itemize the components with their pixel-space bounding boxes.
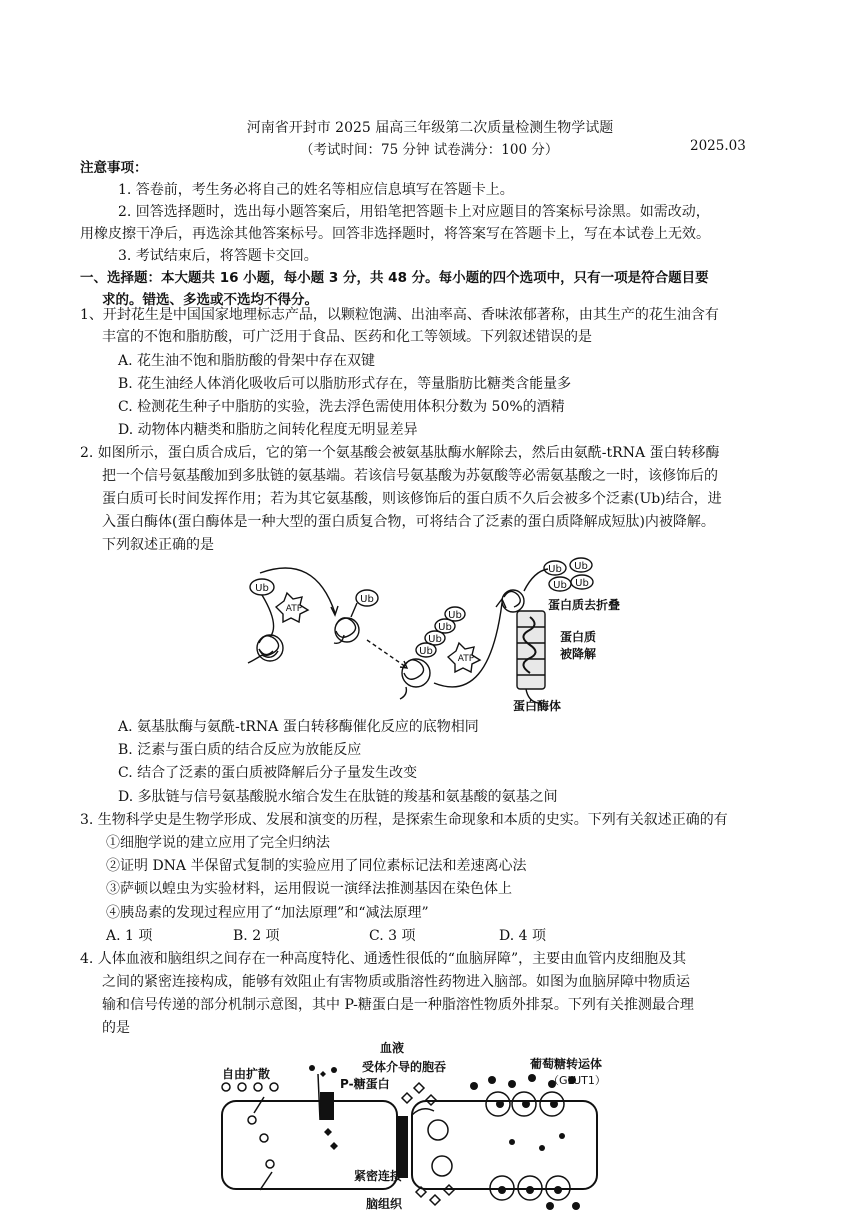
protein-unfolding xyxy=(502,590,524,612)
protein-blob-1 xyxy=(248,635,283,663)
ub-label-2: Ub xyxy=(360,594,374,605)
q1-option-c: C. 检测花生种子中脂肪的实验，洗去浮色需使用体积分数为 50%的酒精 xyxy=(118,399,565,415)
vesicle-2 xyxy=(432,1156,452,1176)
protein-blob-3 xyxy=(400,659,430,699)
dashed-arrow xyxy=(367,640,406,667)
q2-stem-line-1: 2. 如图所示，蛋白质合成后，它的第一个氨基酸会被氨基肽酶水解除去，然后由氨酰-tRNA 蛋白转移酶 xyxy=(80,445,720,461)
label-proteasome: 蛋白酶体 xyxy=(513,699,562,713)
ub-label-8: Ub xyxy=(574,561,588,572)
label-brain-tissue: 脑组织 xyxy=(366,1197,403,1211)
ub-label-1: Ub xyxy=(255,583,269,594)
section-1-heading-line-2: 求的。错选、多选或不选均不得分。 xyxy=(102,292,318,308)
ub-label-10: Ub xyxy=(575,578,589,589)
q3-statement-1: ①细胞学说的建立应用了完全归纳法 xyxy=(106,835,330,851)
atp-label-1: ATP xyxy=(285,604,303,614)
q2-stem-line-2: 把一个信号氨基酸加到多肽链的氨基端。若该信号氨基酸为苏氨酸等必需氨基酸之一时，该修饰后的 xyxy=(102,468,718,484)
exam-subtitle: （考试时间：75 分钟 试卷满分：100 分） xyxy=(300,142,559,158)
q3-statement-2: ②证明 DNA 半保留式复制的实验应用了同位素标记法和差速离心法 xyxy=(106,858,527,874)
q2-figure-proteasome xyxy=(230,555,650,717)
q3-option-a: A. 1 项 xyxy=(106,928,153,944)
diffusion-arrow-2 xyxy=(260,1172,272,1190)
label-tight-junction: 紧密连接 xyxy=(354,1169,403,1183)
diffusion-arrow-1 xyxy=(254,1097,264,1113)
label-p-glycoprotein: P-糖蛋白 xyxy=(340,1077,390,1091)
q2-option-d: D. 多肽链与信号氨基酸脱水缩合发生在肽链的羧基和氨基酸的氨基之间 xyxy=(118,789,558,805)
atp-label-2: ATP xyxy=(457,654,475,664)
label-degrade-2: 被降解 xyxy=(560,647,597,661)
q2-option-a: A. 氨基肽酶与氨酰-tRNA 蛋白转移酶催化反应的底物相同 xyxy=(118,719,479,735)
q3-option-c: C. 3 项 xyxy=(369,928,416,944)
section-1-heading-line-1: 一、选择题：本大题共 16 小题，每小题 3 分，共 48 分。每小题的四个选项中，只有一项是符合题目要 xyxy=(80,270,709,286)
q4-figure-blood-brain-barrier xyxy=(212,1040,622,1214)
vesicle-1 xyxy=(428,1120,448,1140)
label-free-diffusion: 自由扩散 xyxy=(222,1067,271,1081)
molecule-circle xyxy=(222,1083,230,1091)
notice-item-2-line-1: 2. 回答选择题时，选出每小题答案后，用铅笔把答题卡上对应题目的答案标号涂黑。如需改动， xyxy=(118,204,710,220)
q3-statement-4: ④胰岛素的发现过程应用了“加法原理”和“减法原理” xyxy=(106,905,429,921)
ub-label-6: Ub xyxy=(448,610,462,621)
q4-stem-line-1: 4. 人体血液和脑组织之间存在一种高度特化、通透性很低的“血脑屏障”，主要由血管内皮细胞及其 xyxy=(80,951,687,967)
q2-stem-line-3: 蛋白质可长时间发挥作用；若为其它氨基酸，则该修饰后的蛋白质不久后会被多个泛素(Ub)结合，进 xyxy=(102,491,722,507)
q1-stem-line-2: 丰富的不饱和脂肪酸，可广泛用于食品、医药和化工等领域。下列叙述错误的是 xyxy=(102,329,592,345)
ub-label-5: Ub xyxy=(438,622,452,633)
q2-option-c: C. 结合了泛素的蛋白质被降解后分子量发生改变 xyxy=(118,765,418,781)
proteasome xyxy=(517,611,545,703)
q2-stem-line-5: 下列叙述正确的是 xyxy=(102,537,214,553)
notice-item-3: 3. 考试结束后，将答题卡交回。 xyxy=(118,248,318,264)
q2-stem-line-4: 入蛋白酶体(蛋白酶体是一种大型的蛋白质复合物，可将结合了泛素的蛋白质降解成短肽)内被降解。 xyxy=(102,514,715,530)
ub-label-3: Ub xyxy=(419,646,433,657)
ub-binding-arrow xyxy=(262,595,274,637)
q3-option-d: D. 4 项 xyxy=(499,928,546,944)
p-glycoprotein-pump xyxy=(320,1092,334,1120)
ub-label-7: Ub xyxy=(548,564,562,575)
ub-label-4: Ub xyxy=(428,634,442,645)
notice-item-2-line-2: 用橡皮擦干净后，再选涂其他答案标号。回答非选择题时，将答案写在答题卡上，写在本试卷上无效。 xyxy=(80,226,710,242)
ub-label-9: Ub xyxy=(553,580,567,591)
q1-stem-line-1: 1、开封花生是中国国家地理标志产品，以颗粒饱满、出油率高、香味浓郁著称，由其生产的花生油含有 xyxy=(80,307,719,323)
q4-stem-line-4: 的是 xyxy=(102,1020,130,1036)
label-blood: 血液 xyxy=(380,1041,405,1055)
q4-stem-line-2: 之间的紧密连接构成，能够有效阻止有害物质或脂溶性药物进入脑部。如图为血脑屏障中物质运 xyxy=(102,974,690,990)
q1-option-b: B. 花生油经人体消化吸收后可以脂肪形式存在，等量脂肪比糖类含能量多 xyxy=(118,376,572,392)
protein-blob-2 xyxy=(334,618,359,644)
label-unfold: 蛋白质去折叠 xyxy=(548,598,621,612)
exam-title: 河南省开封市 2025 届高三年级第二次质量检测生物学试题 xyxy=(246,120,614,136)
q3-stem: 3. 生物科学史是生物学形成、发展和演变的历程，是探索生命现象和本质的史实。下列有关叙述正确的有 xyxy=(80,812,728,828)
label-transcytosis: 受体介导的胞吞 xyxy=(362,1060,447,1074)
q4-stem-line-3: 输和信号传递的部分机制示意图，其中 P-糖蛋白是一种脂溶性物质外排泵。下列有关推测最合理 xyxy=(102,997,694,1013)
notice-heading: 注意事项： xyxy=(80,160,148,176)
q3-option-b: B. 2 项 xyxy=(233,928,280,944)
degradation-arrow xyxy=(434,603,502,687)
notice-item-1: 1. 答卷前，考生务必将自己的姓名等相应信息填写在答题卡上。 xyxy=(118,182,514,198)
label-glut-title: 葡萄糖转运体 xyxy=(530,1057,603,1071)
label-degrade-1: 蛋白质 xyxy=(560,630,597,644)
q3-statement-3: ③萨顿以蝗虫为实验材料，运用假说一演绎法推测基因在染色体上 xyxy=(106,881,512,897)
q1-option-d: D. 动物体内糖类和脂肪之间转化程度无明显差异 xyxy=(118,422,418,438)
q2-option-b: B. 泛素与蛋白质的结合反应为放能反应 xyxy=(118,742,362,758)
q1-option-a: A. 花生油不饱和脂肪酸的骨架中存在双键 xyxy=(118,353,376,369)
exam-date: 2025.03 xyxy=(690,138,746,154)
label-glut-abbr: （GLUT1） xyxy=(548,1074,606,1087)
